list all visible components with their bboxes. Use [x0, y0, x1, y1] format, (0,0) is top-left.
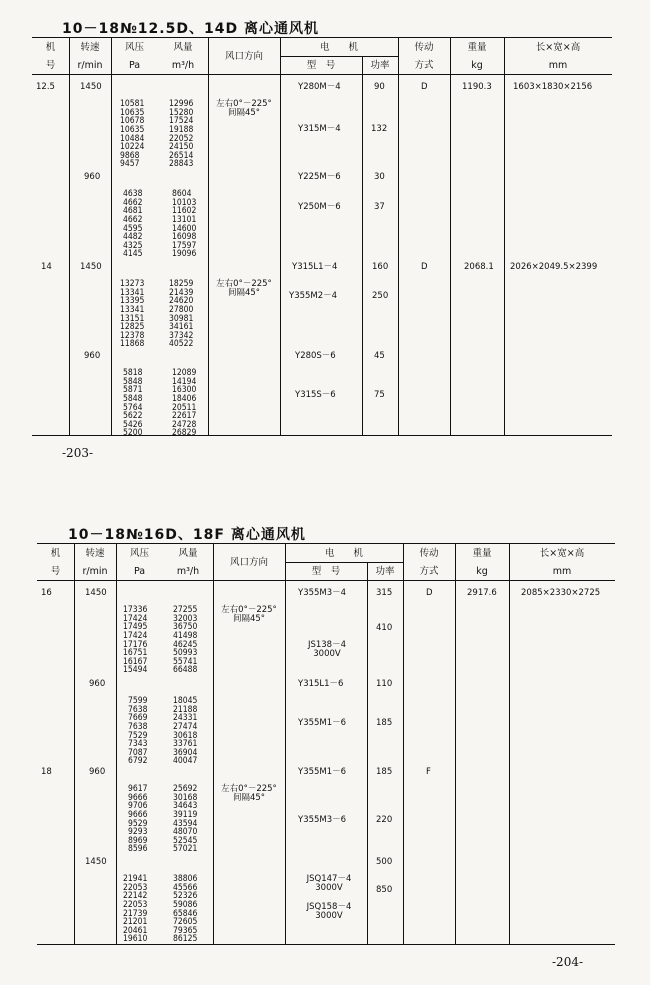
cell-outlet-direction: 左右0°－225° 间隔45°	[221, 605, 277, 624]
page-number: -203-	[62, 446, 94, 460]
cell-motor-power: 220	[376, 815, 393, 825]
cell-dims: 1603×1830×2156	[513, 82, 593, 92]
table-title: 10－18№12.5D、14D 离心通风机	[62, 21, 319, 37]
fan-spec-table	[37, 543, 615, 945]
header-motor: 电 机	[324, 547, 363, 559]
cell-motor-model: JSQ147－4 3000V	[306, 874, 352, 893]
cell-motor-power: 37	[374, 202, 385, 212]
cell-motor-model: JS138－4 3000V	[307, 640, 347, 659]
cell-drive: F	[426, 767, 431, 777]
header-motor-power: 功率	[375, 565, 395, 577]
header-motor-model: 型 号	[306, 59, 336, 71]
cell-motor-model: Y315L1－4	[292, 262, 338, 272]
header-flow: 风量 m³/h	[171, 41, 195, 71]
cell-speed: 1450	[80, 262, 102, 272]
page-number: -204-	[552, 955, 584, 969]
cell-flow: 8604 10103 11602 13101 14600 16098 17597 19096	[172, 189, 197, 260]
cell-motor-power: 250	[372, 291, 389, 301]
cell-motor-power: 500	[376, 857, 393, 867]
cell-motor-power: 30	[374, 172, 385, 182]
header-drive: 传动 方式	[419, 547, 439, 577]
header-weight: 重量 kg	[467, 41, 487, 71]
cell-drive: D	[426, 588, 433, 598]
cell-pressure: 10581 10635 10678 10635 10484 10224 9868 9457	[120, 99, 145, 170]
cell-pressure: 17336 17424 17495 17424 17176 16751 16167 15494	[123, 605, 148, 676]
cell-flow: 18045 21188 24331 27474 30618 33761 36904 40047	[173, 696, 198, 767]
cell-flow: 25692 30168 34643 39119 43594 48070 52545 57021	[173, 784, 198, 855]
cell-flow: 12996 15280 17524 19188 22052 24150 26514 28843	[169, 99, 194, 170]
cell-outlet-direction: 左右0°－225° 间隔45°	[216, 99, 272, 118]
header-motor: 电 机	[319, 41, 358, 53]
cell-drive: D	[421, 262, 428, 272]
header-flow: 风量 m³/h	[176, 547, 200, 577]
cell-motor-model: Y355M2－4	[289, 291, 338, 301]
table-title: 10－18№16D、18F 离心通风机	[68, 527, 306, 543]
cell-motor-model: Y355M3－4	[298, 588, 347, 598]
cell-weight: 2917.6	[467, 588, 497, 598]
cell-motor-model: Y315M－4	[298, 124, 341, 134]
cell-dims: 2085×2330×2725	[521, 588, 601, 598]
cell-jihao: 16	[41, 588, 52, 598]
cell-outlet-direction: 左右0°－225° 间隔45°	[216, 279, 272, 298]
cell-pressure: 5818 5848 5871 5848 5764 5622 5426 5200	[123, 368, 143, 439]
cell-motor-model: Y315L1－6	[298, 679, 344, 689]
cell-flow: 12089 14194 16300 18406 20511 22617 24728 26829	[172, 368, 197, 439]
cell-motor-model: JSQ158－4 3000V	[306, 902, 352, 921]
cell-motor-power: 185	[376, 767, 393, 777]
fan-spec-table	[32, 37, 612, 439]
header-speed: 转速 r/min	[77, 41, 103, 71]
cell-flow: 18259 21439 24620 27800 30981 34161 37342 40522	[169, 279, 194, 350]
cell-motor-model: Y355M1－6	[298, 718, 347, 728]
header-pressure: 风压 Pa	[129, 547, 149, 577]
cell-flow: 27255 32003 36750 41498 46245 50993 55741 66488	[173, 605, 198, 676]
cell-motor-power: 75	[374, 390, 385, 400]
cell-weight: 1190.3	[462, 82, 492, 92]
cell-motor-power: 90	[374, 82, 385, 92]
cell-pressure: 7599 7638 7669 7638 7529 7343 7087 6792	[128, 696, 148, 767]
header-jihao: 机 号	[45, 41, 56, 71]
cell-motor-model: Y225M－6	[298, 172, 341, 182]
cell-speed: 1450	[85, 588, 107, 598]
cell-motor-power: 45	[374, 351, 385, 361]
cell-jihao: 18	[41, 767, 52, 777]
cell-motor-power: 110	[376, 679, 393, 689]
cell-motor-power: 315	[376, 588, 393, 598]
cell-motor-model: Y250M－6	[298, 202, 341, 212]
header-motor-power: 功率	[370, 59, 390, 71]
header-dims: 长×宽×高 mm	[539, 547, 585, 577]
header-pressure: 风压 Pa	[124, 41, 144, 71]
cell-motor-model: Y355M1－6	[298, 767, 347, 777]
cell-jihao: 14	[41, 262, 52, 272]
cell-dims: 2026×2049.5×2399	[510, 262, 598, 272]
cell-speed: 960	[89, 679, 106, 689]
cell-motor-power: 132	[371, 124, 388, 134]
header-dims: 长×宽×高 mm	[535, 41, 581, 71]
cell-motor-power: 160	[372, 262, 389, 272]
cell-drive: D	[421, 82, 428, 92]
header-drive: 传动 方式	[414, 41, 434, 71]
cell-motor-power: 410	[376, 623, 393, 633]
cell-pressure: 4638 4662 4681 4662 4595 4482 4325 4145	[123, 189, 143, 260]
cell-outlet-direction: 左右0°－225° 间隔45°	[221, 784, 277, 803]
cell-pressure: 13273 13341 13395 13341 13151 12825 12378 11868	[120, 279, 145, 350]
cell-pressure: 9617 9666 9706 9666 9529 9293 8969 8596	[128, 784, 148, 855]
cell-motor-model: Y355M3－6	[298, 815, 347, 825]
header-outlet: 风口方向	[224, 50, 263, 62]
cell-speed: 960	[84, 172, 101, 182]
cell-jihao: 12.5	[36, 82, 55, 92]
cell-speed: 1450	[80, 82, 102, 92]
table-header	[37, 544, 615, 581]
cell-motor-power: 185	[376, 718, 393, 728]
header-weight: 重量 kg	[472, 547, 492, 577]
header-jihao: 机 号	[50, 547, 61, 577]
header-outlet: 风口方向	[229, 556, 268, 568]
cell-motor-model: Y315S－6	[295, 390, 336, 400]
cell-flow: 38806 45566 52326 59086 65846 72605 79365 86125	[173, 874, 198, 945]
cell-weight: 2068.1	[464, 262, 494, 272]
cell-speed: 960	[89, 767, 106, 777]
table-header	[32, 38, 612, 75]
cell-pressure: 21941 22053 22142 22053 21739 21201 20461 19610	[123, 874, 148, 945]
header-motor-model: 型 号	[311, 565, 341, 577]
cell-speed: 1450	[85, 857, 107, 867]
cell-motor-model: Y280S－6	[295, 351, 336, 361]
header-speed: 转速 r/min	[82, 547, 108, 577]
cell-motor-power: 850	[376, 885, 393, 895]
cell-motor-model: Y280M－4	[298, 82, 341, 92]
cell-speed: 960	[84, 351, 101, 361]
